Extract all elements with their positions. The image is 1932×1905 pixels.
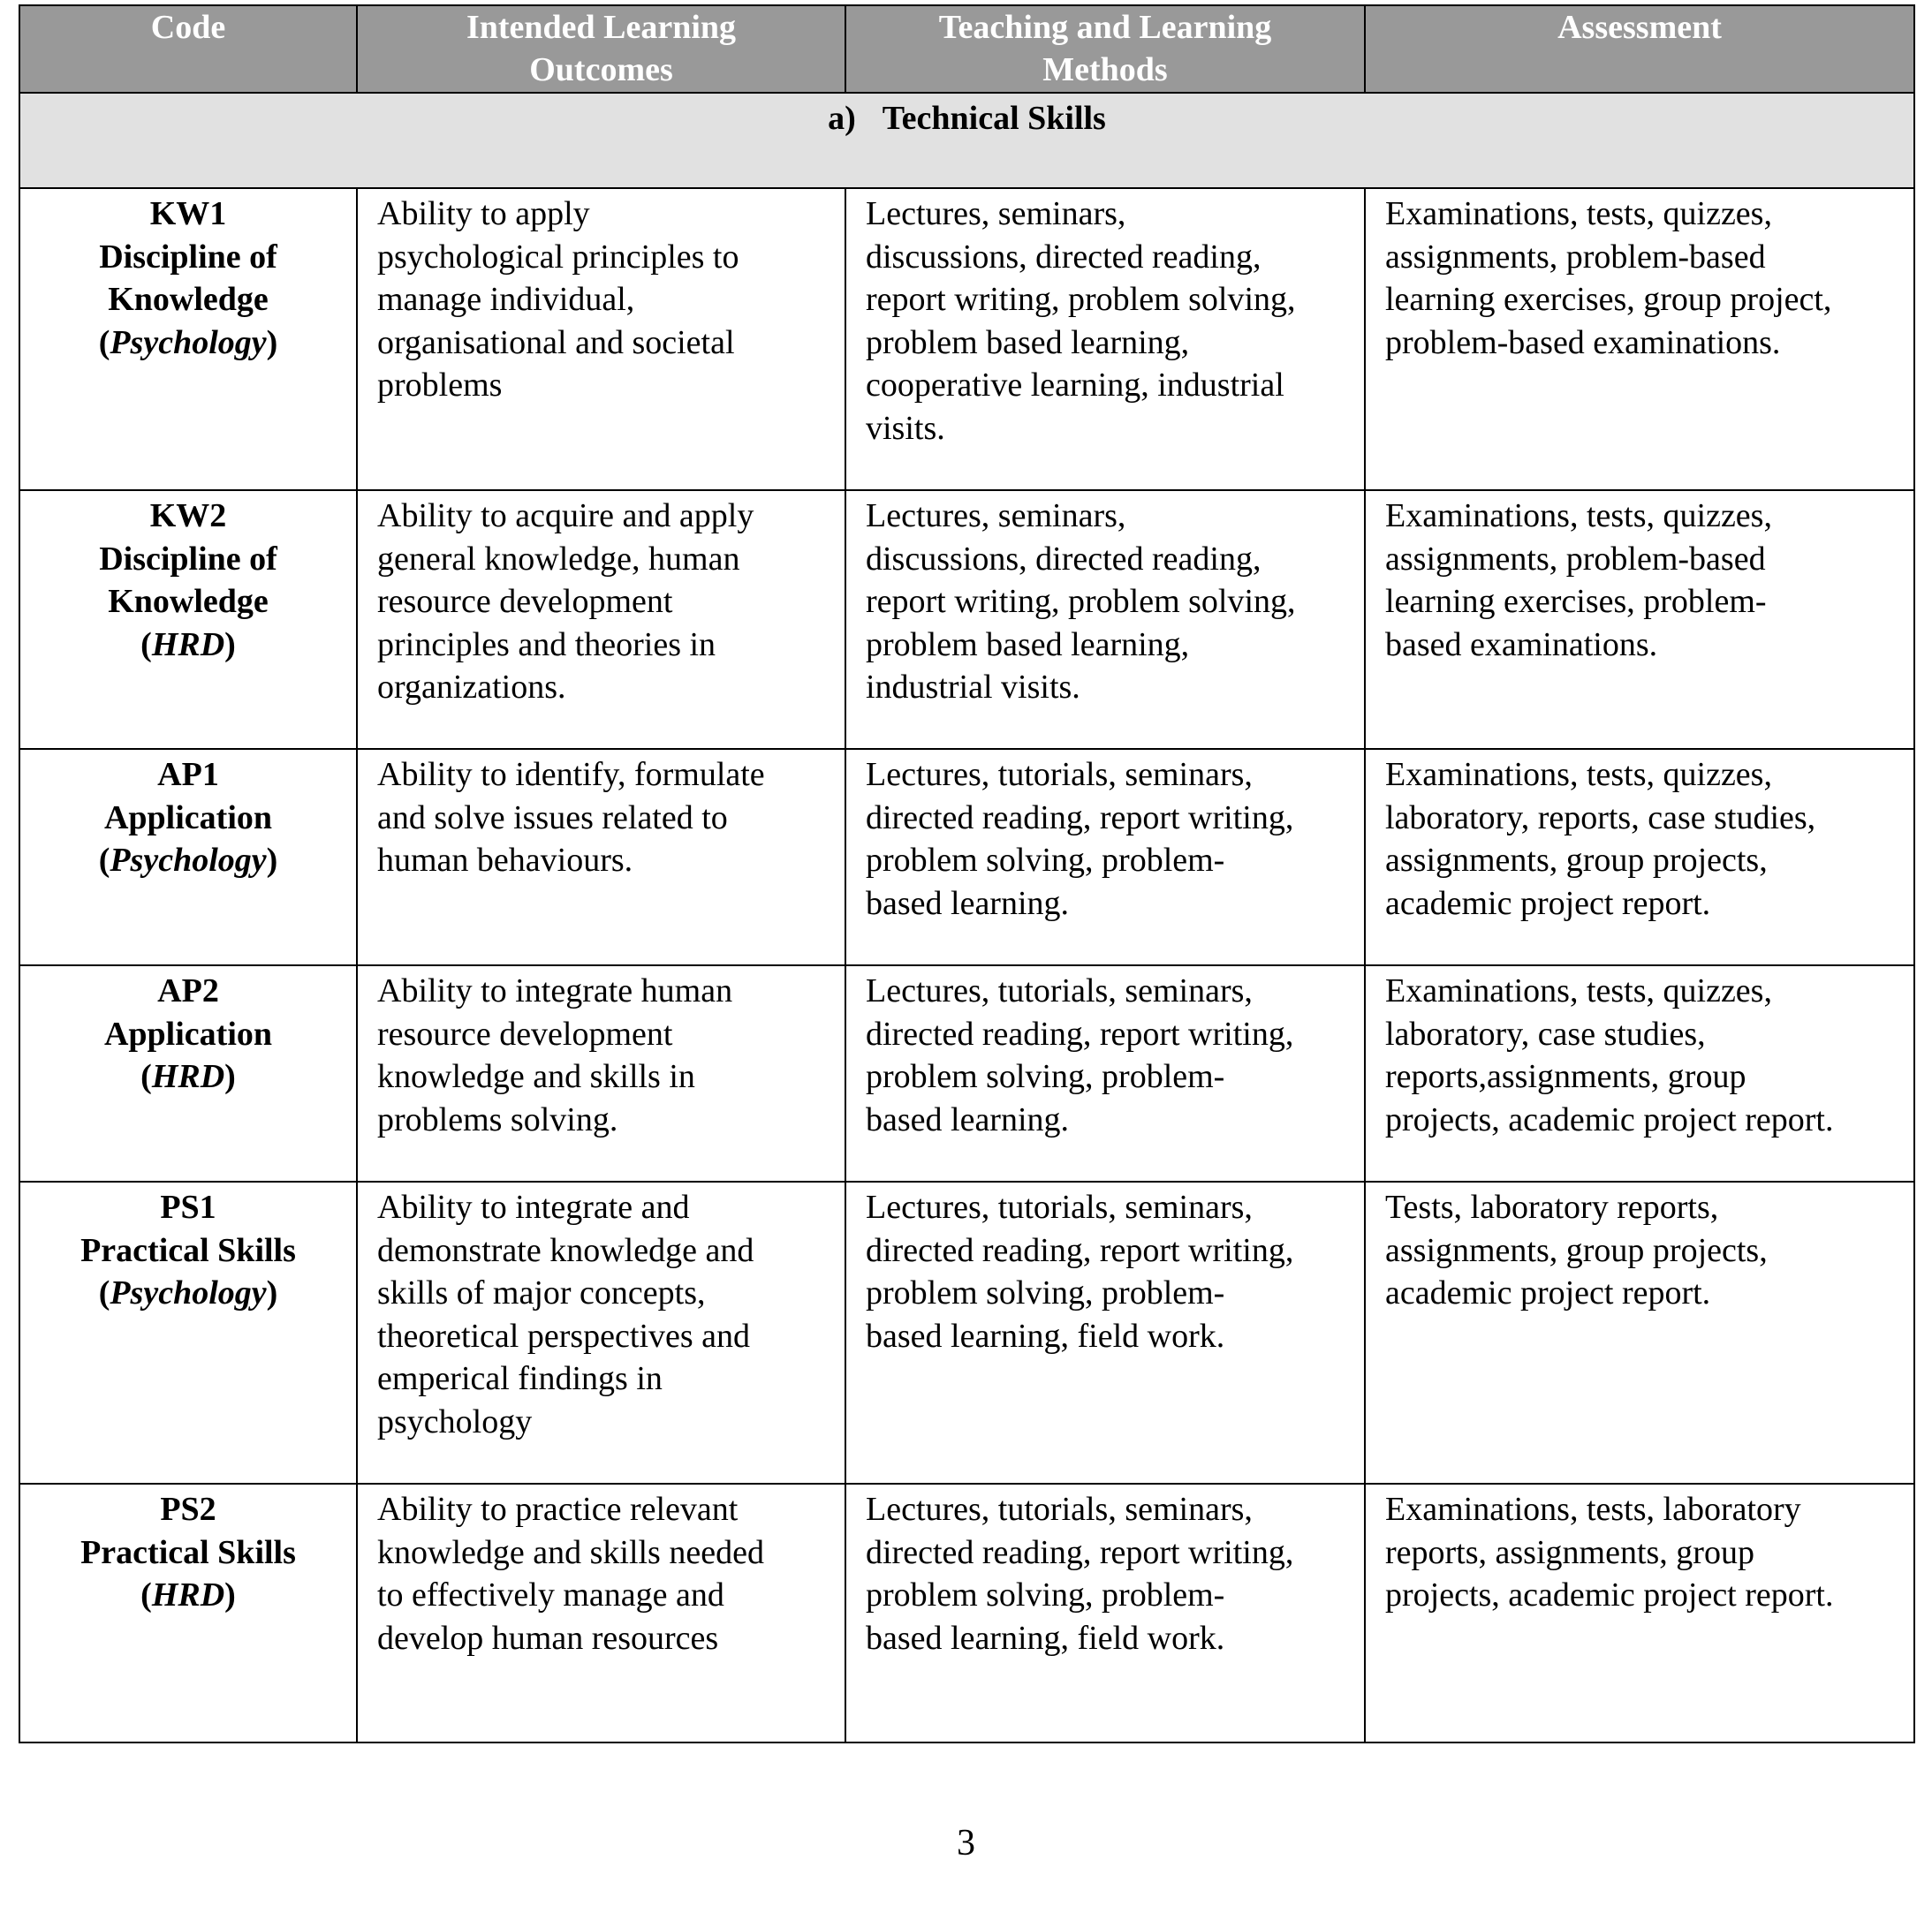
section-row bbox=[19, 93, 1914, 188]
cell-text-line: laboratory, reports, case studies, bbox=[1385, 798, 1816, 836]
domain-name: Discipline of bbox=[99, 238, 277, 276]
outcomes-cell bbox=[357, 490, 845, 749]
section-heading bbox=[19, 93, 1914, 188]
cell-text-line: Ability to integrate human bbox=[377, 972, 733, 1009]
domain-name: Application bbox=[103, 1015, 273, 1053]
domain-qualifier: (HRD) bbox=[140, 1058, 236, 1095]
methods-cell bbox=[845, 965, 1365, 1182]
page-number: 3 bbox=[957, 1823, 975, 1863]
table-row bbox=[19, 188, 1914, 490]
cell-text-line: learning exercises, problem- bbox=[1385, 583, 1767, 620]
cell-text-line: resource development bbox=[377, 583, 673, 620]
cell-text-line: problem solving, problem- bbox=[866, 1274, 1225, 1312]
cell-text-line: theoretical perspectives and bbox=[377, 1317, 751, 1355]
table-row bbox=[19, 490, 1914, 749]
domain-name: Knowledge bbox=[108, 583, 269, 620]
cell-text-line: projects, academic project report. bbox=[1385, 1100, 1834, 1138]
cell-text-line: develop human resources bbox=[377, 1619, 719, 1657]
cell-text-line: and solve issues related to bbox=[377, 798, 728, 836]
cell-text-line: Lectures, tutorials, seminars, bbox=[866, 972, 1253, 1009]
outcomes-cell bbox=[357, 188, 845, 490]
methods-cell bbox=[845, 1484, 1365, 1742]
cell-text-line: directed reading, report writing, bbox=[866, 1231, 1294, 1269]
cell-text-line: assignments, problem-based bbox=[1385, 540, 1766, 578]
cell-text-line: Ability to apply bbox=[377, 195, 590, 232]
cell-text-line: skills of major concepts, bbox=[377, 1274, 706, 1312]
table-row bbox=[19, 1182, 1914, 1484]
cell-text-line: academic project report. bbox=[1385, 884, 1711, 922]
cell-text-line: Lectures, seminars, bbox=[866, 195, 1126, 232]
learning-outcomes-table bbox=[19, 4, 1915, 1743]
cell-text-line: directed reading, report writing, bbox=[866, 798, 1294, 836]
section-title: Technical Skills bbox=[882, 100, 1106, 137]
cell-text-line: psychology bbox=[377, 1402, 533, 1440]
cell-text-line: reports,assignments, group bbox=[1385, 1058, 1746, 1095]
cell-text-line: organizations. bbox=[377, 669, 566, 706]
cell-text-line: problems solving. bbox=[377, 1100, 618, 1138]
cell-text-line: assignments, group projects, bbox=[1385, 842, 1768, 879]
domain-qualifier: (Psychology) bbox=[98, 323, 278, 361]
cell-text-line: psychological principles to bbox=[377, 238, 739, 276]
cell-text-line: Lectures, tutorials, seminars, bbox=[866, 756, 1253, 793]
table-row bbox=[19, 1484, 1914, 1742]
cell-text-line: discussions, directed reading, bbox=[866, 540, 1261, 578]
table-header-row bbox=[19, 5, 1914, 93]
domain-name: Practical Skills bbox=[80, 1231, 296, 1269]
cell-text-line: based learning, field work. bbox=[866, 1317, 1225, 1355]
code-label: PS2 bbox=[160, 1491, 216, 1528]
cell-text-line: Ability to identify, formulate bbox=[377, 756, 765, 793]
code-cell bbox=[19, 749, 357, 965]
cell-text-line: emperical findings in bbox=[377, 1360, 663, 1397]
code-label: KW1 bbox=[149, 195, 227, 232]
domain-name: Practical Skills bbox=[80, 1533, 296, 1571]
cell-text-line: principles and theories in bbox=[377, 625, 716, 663]
methods-cell bbox=[845, 490, 1365, 749]
cell-text-line: assignments, problem-based bbox=[1385, 238, 1766, 276]
cell-text-line: Examinations, tests, quizzes, bbox=[1385, 972, 1772, 1009]
cell-text-line: directed reading, report writing, bbox=[866, 1015, 1294, 1053]
cell-text-line: problem solving, problem- bbox=[866, 1058, 1225, 1095]
code-label: AP2 bbox=[157, 972, 219, 1009]
cell-text-line: reports, assignments, group bbox=[1385, 1533, 1754, 1571]
code-cell bbox=[19, 490, 357, 749]
cell-text-line: Examinations, tests, laboratory bbox=[1385, 1491, 1801, 1528]
cell-text-line: problem solving, problem- bbox=[866, 1576, 1225, 1614]
domain-name: Application bbox=[103, 798, 273, 836]
cell-text-line: problem based learning, bbox=[866, 323, 1190, 361]
cell-text-line: industrial visits. bbox=[866, 669, 1080, 706]
outcomes-cell bbox=[357, 1182, 845, 1484]
domain-name: Knowledge bbox=[108, 281, 269, 318]
cell-text-line: Lectures, tutorials, seminars, bbox=[866, 1491, 1253, 1528]
cell-text-line: general knowledge, human bbox=[377, 540, 740, 578]
cell-text-line: Lectures, seminars, bbox=[866, 497, 1126, 534]
code-label: KW2 bbox=[149, 497, 227, 534]
section-letter: a) bbox=[828, 100, 856, 137]
cell-text-line: Examinations, tests, quizzes, bbox=[1385, 497, 1772, 534]
cell-text-line: knowledge and skills needed bbox=[377, 1533, 764, 1571]
cell-text-line: cooperative learning, industrial bbox=[866, 367, 1284, 404]
methods-cell bbox=[845, 1182, 1365, 1484]
cell-text-line: based learning. bbox=[866, 884, 1070, 922]
outcomes-cell bbox=[357, 1484, 845, 1742]
cell-text-line: discussions, directed reading, bbox=[866, 238, 1261, 276]
cell-text-line: assignments, group projects, bbox=[1385, 1231, 1768, 1269]
methods-cell bbox=[845, 749, 1365, 965]
cell-text-line: laboratory, case studies, bbox=[1385, 1015, 1706, 1053]
domain-name: Discipline of bbox=[99, 540, 277, 578]
cell-text-line: learning exercises, group project, bbox=[1385, 281, 1832, 318]
code-cell bbox=[19, 188, 357, 490]
cell-text-line: to effectively manage and bbox=[377, 1576, 724, 1614]
cell-text-line: report writing, problem solving, bbox=[866, 281, 1296, 318]
cell-text-line: problem based learning, bbox=[866, 625, 1190, 663]
cell-text-line: demonstrate knowledge and bbox=[377, 1231, 754, 1269]
cell-text-line: academic project report. bbox=[1385, 1274, 1711, 1312]
cell-text-line: organisational and societal bbox=[377, 323, 735, 361]
code-cell bbox=[19, 1484, 357, 1742]
cell-text-line: visits. bbox=[866, 409, 945, 447]
cell-text-line: based learning, field work. bbox=[866, 1619, 1225, 1657]
cell-text-line: Tests, laboratory reports, bbox=[1385, 1189, 1719, 1226]
methods-cell bbox=[845, 188, 1365, 490]
cell-text-line: based learning. bbox=[866, 1100, 1070, 1138]
cell-text-line: human behaviours. bbox=[377, 842, 633, 879]
header-code: Code bbox=[19, 5, 357, 93]
cell-text-line: problems bbox=[377, 367, 503, 404]
assessment-cell bbox=[1365, 965, 1914, 1182]
cell-text-line: knowledge and skills in bbox=[377, 1058, 695, 1095]
table-row bbox=[19, 965, 1914, 1182]
cell-text-line: Lectures, tutorials, seminars, bbox=[866, 1189, 1253, 1226]
cell-text-line: problem solving, problem- bbox=[866, 842, 1225, 879]
domain-qualifier: (HRD) bbox=[140, 625, 236, 663]
assessment-cell bbox=[1365, 749, 1914, 965]
cell-text-line: Examinations, tests, quizzes, bbox=[1385, 756, 1772, 793]
outcomes-cell bbox=[357, 749, 845, 965]
cell-text-line: Ability to practice relevant bbox=[377, 1491, 739, 1528]
header-intended-learning-outcomes: Intended Learning Outcomes bbox=[357, 5, 845, 93]
assessment-cell bbox=[1365, 1182, 1914, 1484]
code-cell bbox=[19, 1182, 357, 1484]
assessment-cell bbox=[1365, 1484, 1914, 1742]
outcomes-cell bbox=[357, 965, 845, 1182]
code-cell bbox=[19, 965, 357, 1182]
cell-text-line: projects, academic project report. bbox=[1385, 1576, 1834, 1614]
cell-text-line: Ability to integrate and bbox=[377, 1189, 690, 1226]
code-label: PS1 bbox=[160, 1189, 216, 1226]
code-label: AP1 bbox=[157, 756, 219, 793]
cell-text-line: problem-based examinations. bbox=[1385, 323, 1781, 361]
table-row bbox=[19, 749, 1914, 965]
assessment-cell bbox=[1365, 490, 1914, 749]
assessment-cell bbox=[1365, 188, 1914, 490]
domain-qualifier: (Psychology) bbox=[98, 842, 278, 879]
cell-text-line: report writing, problem solving, bbox=[866, 583, 1296, 620]
header-teaching-learning-methods: Teaching and Learning Methods bbox=[845, 5, 1365, 93]
cell-text-line: manage individual, bbox=[377, 281, 635, 318]
cell-text-line: resource development bbox=[377, 1015, 673, 1053]
cell-text-line: Examinations, tests, quizzes, bbox=[1385, 195, 1772, 232]
domain-qualifier: (HRD) bbox=[140, 1576, 236, 1614]
cell-text-line: directed reading, report writing, bbox=[866, 1533, 1294, 1571]
cell-text-line: based examinations. bbox=[1385, 625, 1658, 663]
cell-text-line: Ability to acquire and apply bbox=[377, 497, 754, 534]
domain-qualifier: (Psychology) bbox=[98, 1274, 278, 1312]
header-assessment: Assessment bbox=[1365, 5, 1914, 93]
